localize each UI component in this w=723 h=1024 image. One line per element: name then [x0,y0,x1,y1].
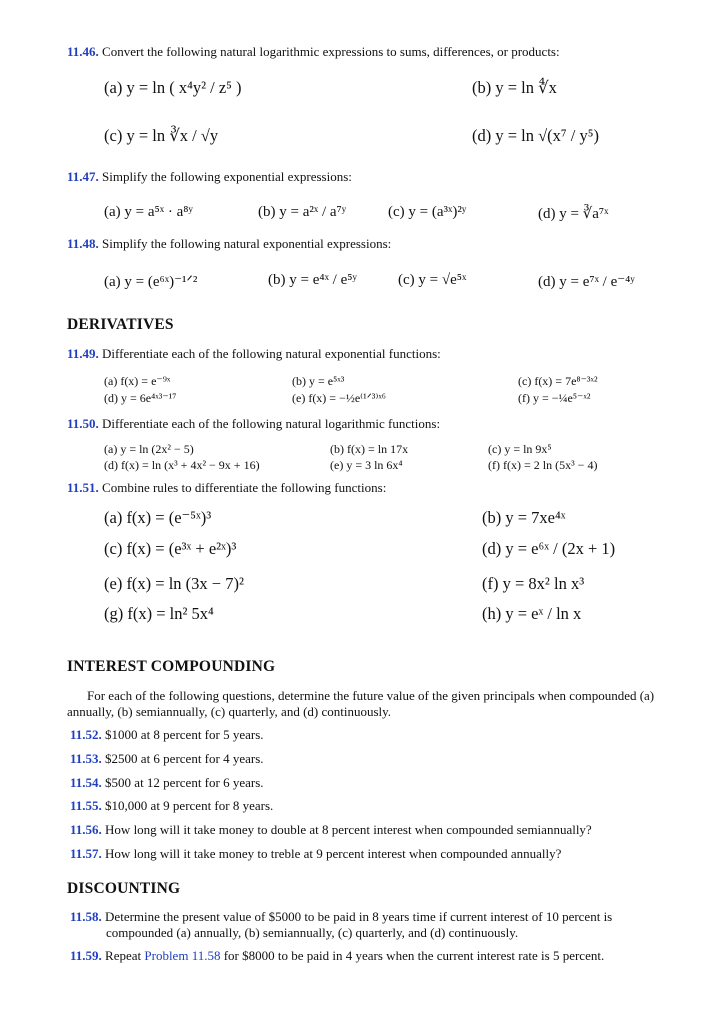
expr-11-49-f: (f) y = −¼e⁵⁻ˣ² [518,391,591,405]
problem-text-post: for $8000 to be paid in 4 years when the current interest rate is 5 percent. [223,948,605,963]
problem-11-56 [70,822,592,838]
expr-11-46-a: (a) y = ln ( x⁴y² / z⁵ ) [104,78,242,97]
problem-text: How long will it take money to treble at 9 percent interest when compounded annually? [105,846,562,861]
problem-11-55 [70,798,273,814]
problem-text: Simplify the following exponential expressions: [102,169,352,184]
problem-text: How long will it take money to double at 8 percent interest when compounded semiannually? [105,822,592,837]
expr-11-47-a: (a) y = a⁵ˣ · a⁸ʸ [104,204,193,220]
expr-11-50-c: (c) y = ln 9x⁵ [488,442,552,456]
problem-text: $10,000 at 9 percent for 8 years. [105,798,274,813]
expr-11-47-c: (c) y = (a³ˣ)²ʸ [388,204,467,220]
expr-11-51-g: (g) f(x) = ln² 5x⁴ [104,604,214,623]
interest-intro-paragraph: For each of the following questions, determine the future value of the given principals when compounded (a) annually, (b) semiannually, (c) quarterly, and (d) continuously. [67,688,655,719]
problem-number: 11.53. [70,751,102,766]
expr-11-51-e: (e) f(x) = ln (3x − 7)² [104,574,244,593]
problem-number: 11.46. [67,44,99,59]
problem-text: Combine rules to differentiate the following functions: [102,480,387,495]
problem-text: Simplify the following natural exponential expressions: [102,236,392,251]
problem-number: 11.49. [67,346,99,361]
problem-text-pre: Repeat [105,948,142,963]
problem-number: 11.48. [67,236,99,251]
expr-11-49-e: (e) f(x) = −½e⁽¹ᐟ³⁾ˣ⁶ [292,391,386,405]
problem-text: $2500 at 6 percent for 4 years. [105,751,264,766]
expr-11-48-d: (d) y = e⁷ˣ / e⁻⁴ʸ [538,274,635,290]
expr-11-50-d: (d) f(x) = ln (x³ + 4x² − 9x + 16) [104,458,260,472]
expr-11-50-f: (f) f(x) = 2 ln (5x³ − 4) [488,458,598,472]
expr-11-48-c: (c) y = √e⁵ˣ [398,272,467,288]
problem-number: 11.58. [70,909,102,924]
problem-11-46-prompt [67,44,560,60]
problem-11-57 [70,846,561,862]
expr-11-47-d: (d) y = ∛a⁷ˣ [538,206,609,222]
expr-11-50-b: (b) f(x) = ln 17x [330,442,409,456]
expr-11-49-a: (a) f(x) = e⁻⁹ˣ [104,374,171,388]
expr-11-46-c: (c) y = ln ∛x / √y [104,126,219,145]
expr-11-50-e: (e) y = 3 ln 6x⁴ [330,458,403,472]
problem-text: Convert the following natural logarithmic expressions to sums, differences, or products: [102,44,560,59]
expr-11-48-a: (a) y = (e⁶ˣ)⁻¹ᐟ² [104,274,198,290]
expr-11-49-d: (d) y = 6e⁴ˣ³⁻¹⁷ [104,391,177,405]
problem-text: $1000 at 8 percent for 5 years. [105,727,264,742]
problem-number: 11.50. [67,416,99,431]
problem-number: 11.56. [70,822,102,837]
problem-text-line-1: Determine the present value of $5000 to be paid in 8 years time if current interest of 10 percent is [105,909,613,924]
problem-number: 11.51. [67,480,99,495]
expr-11-51-f: (f) y = 8x² ln x³ [482,574,585,593]
problem-number: 11.52. [70,727,102,742]
problem-11-58-line-2: compounded (a) annually, (b) semiannually, (c) quarterly, and (d) continuously. [106,925,519,940]
problem-number: 11.54. [70,775,102,790]
problem-text: $500 at 12 percent for 6 years. [105,775,264,790]
section-heading-discounting: DISCOUNTING [67,880,181,897]
problem-number: 11.55. [70,798,102,813]
problem-11-59 [70,948,604,964]
problem-text: Differentiate each of the following natural logarithmic functions: [102,416,441,431]
problem-11-51-prompt [67,480,386,496]
problem-11-52 [70,727,264,743]
expr-11-51-a: (a) f(x) = (e⁻⁵ˣ)³ [104,508,212,527]
section-heading-interest-compounding: INTEREST COMPOUNDING [67,658,276,675]
problem-number: 11.57. [70,846,102,861]
problem-text: Differentiate each of the following natural exponential functions: [102,346,441,361]
problem-11-49-prompt [67,346,441,362]
problem-number: 11.47. [67,169,99,184]
expr-11-50-a: (a) y = ln (2x² − 5) [104,442,194,456]
problem-11-53 [70,751,264,767]
problem-11-58 [70,909,612,925]
expr-11-51-c: (c) f(x) = (e³ˣ + e²ˣ)³ [104,539,237,558]
problem-11-48-prompt [67,236,391,252]
expr-11-49-b: (b) y = e⁵ˣ³ [292,374,345,388]
expr-11-51-d: (d) y = e⁶ˣ / (2x + 1) [482,539,616,558]
section-heading-derivatives: DERIVATIVES [67,316,174,333]
problem-11-50-prompt [67,416,440,432]
problem-11-47-prompt [67,169,352,185]
problem-number: 11.59. [70,948,102,963]
problem-11-54 [70,775,264,791]
expr-11-51-b: (b) y = 7xe⁴ˣ [482,508,566,527]
expr-11-48-b: (b) y = e⁴ˣ / e⁵ʸ [268,272,357,288]
problem-11-58-link[interactable]: Problem 11.58 [144,948,221,963]
expr-11-51-h: (h) y = eˣ / ln x [482,604,582,623]
expr-11-49-c: (c) f(x) = 7e⁸⁻³ˣ² [518,374,598,388]
expr-11-47-b: (b) y = a²ˣ / a⁷ʸ [258,204,347,220]
expr-11-46-d: (d) y = ln √(x⁷ / y⁵) [472,126,600,145]
expr-11-46-b: (b) y = ln ∜x [472,78,557,97]
